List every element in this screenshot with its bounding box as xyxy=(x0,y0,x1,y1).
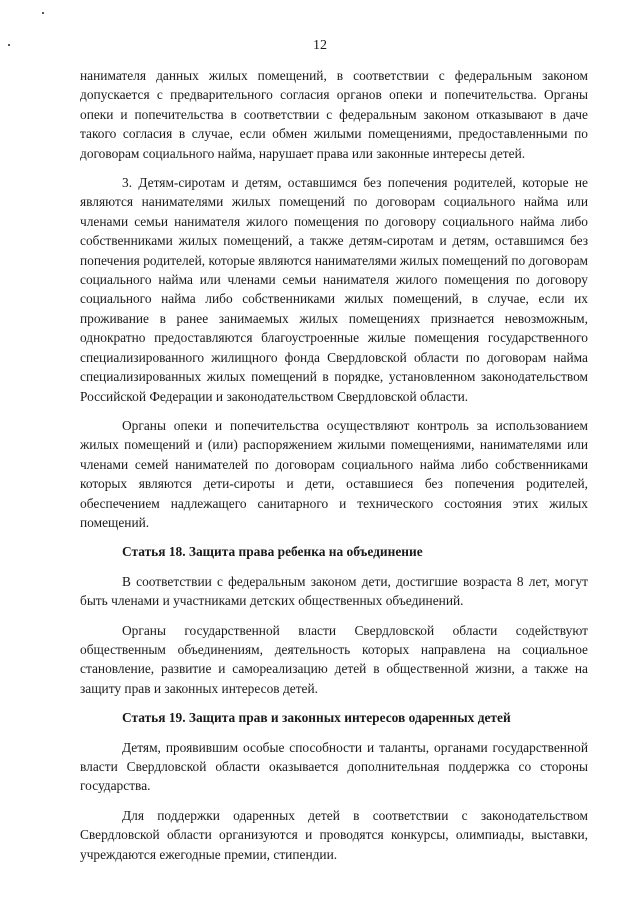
paragraph: Органы государственной власти Свердловской области содействуют общественным объединениям, деятельность которых направлена на социальное становление, развитие и самореализацию детей в общественной жизни, а также на защиту прав и законных интересов детей. xyxy=(80,622,588,696)
document-body xyxy=(80,66,588,864)
article-heading: Статья 19. Защита прав и законных интересов одаренных детей xyxy=(122,710,511,726)
paragraph: нанимателя данных жилых помещений, в соответствии с федеральным законом допускается с предварительного согласия органов опеки и попечительства. Органы опеки и попечительства в соответствии с федеральным законом отказывают в даче такого согласия в случае, если обмен жилыми помещениями, предоставленными по договорам социального найма, нарушает права или законные интересы детей. xyxy=(80,68,588,161)
paragraph: В соответствии с федеральным законом дети, достигшие возраста 8 лет, могут быть членами и участниками детских общественных объединений. xyxy=(80,573,588,609)
paragraph: Детям, проявившим особые способности и таланты, органами государственной власти Свердловской области оказывается дополнительная поддержка со стороны государства. xyxy=(80,739,588,794)
paragraph: 3. Детям-сиротам и детям, оставшимся без попечения родителей, которые не являются нанимателями жилых помещений по договорам социального найма или членами семьи нанимателя жилого помещения по договору социального найма либо собственниками жилых помещений, а также детям-сиротам и детям, оставшимся без попечения родителей, которые являются нанимателями жилых помещений по договорам социального найма или членами семьи нанимателя жилого помещения по договору социального найма либо собственниками жилых помещений, в случае, если их проживание в ранее занимаемых жилых помещениях признается невозможным, однократно предоставляются благоустроенные жилые помещения государственного специализированного жилищного фонда Свердловской области по договорам найма специализированных жилых помещений в порядке, установленном законодательством Российской Федерации и законодательством Свердловской области. xyxy=(80,175,588,404)
article-heading: Статья 18. Защита права ребенка на объединение xyxy=(122,544,423,560)
scan-speck xyxy=(42,12,44,14)
page-number: 12 xyxy=(313,38,327,53)
paragraph: Органы опеки и попечительства осуществляют контроль за использованием жилых помещений и (или) распоряжением жилыми помещениями, нанимателями или членами семей нанимателей по договорам социального найма либо собственниками которых являются дети-сироты и дети, оставшиеся без попечения родителей, обеспечением надлежащего санитарного и технического состояния этих жилых помещений. xyxy=(80,417,588,530)
paragraph: Для поддержки одаренных детей в соответствии с законодательством Свердловской области организуются и проводятся конкурсы, олимпиады, выставки, учреждаются ежегодные премии, стипендии. xyxy=(80,807,588,862)
